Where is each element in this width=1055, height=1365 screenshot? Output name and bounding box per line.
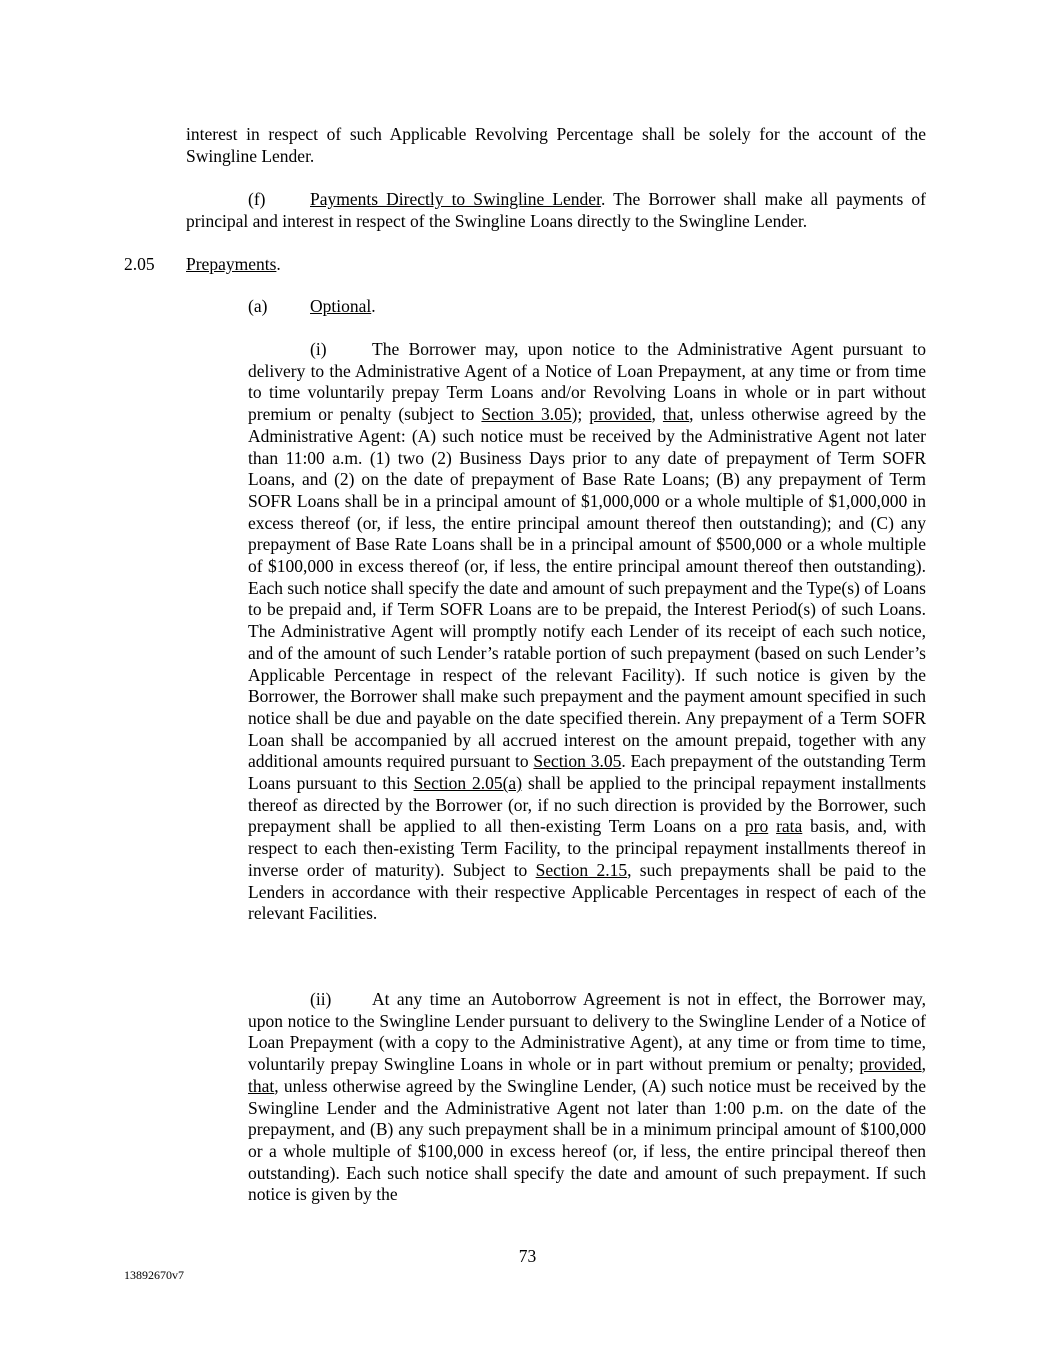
- paragraph-ii-label: (ii): [310, 989, 332, 1009]
- paragraph-i-label: (i): [310, 339, 327, 359]
- section-title-period: .: [276, 254, 281, 274]
- section-2-05-heading: [124, 254, 524, 276]
- section-2-05a-reference: Section 2.05(a): [413, 773, 523, 794]
- paragraph-ii: [248, 989, 926, 1206]
- paragraph-i: [248, 339, 926, 925]
- paragraph-ii-text-1: At any time an Autoborrow Agreement is not in effect, the Borrower may, upon notice to the Swingline Lender pursuant to delivery to the Swingline Lender of a Notice of Loan Prepayment (with a copy to the Administrative Agent), at any time or from time to time, voluntarily prepay Swingline Loans in whole or in part without premium or penalty;: [248, 989, 926, 1075]
- that-term: that: [662, 404, 690, 425]
- paragraph-a-heading: [248, 296, 648, 318]
- continued-paragraph: [186, 124, 926, 167]
- continued-paragraph-text: interest in respect of such Applicable Revolving Percentage shall be solely for the account of the Swingline Lender.: [186, 124, 926, 166]
- paragraph-ii-text-2: , unless otherwise agreed by the Swingline Lender, (A) such notice must be received by the Swingline Lender and the Administrative Agent not later than 1:00 p.m. on the date of the prepayment, and (B) any such prepayment shall be in a minimum principal amount of $100,000 or a whole multiple of $100,000 in excess hereof (or, if less, the entire principal thereof then outstanding). Each such notice shall specify the date and amount of such prepayment. If such notice is given by the: [248, 1075, 926, 1205]
- provided-term-2: provided: [859, 1054, 922, 1075]
- paragraph-f-label: (f): [248, 189, 266, 209]
- section-number: 2.05: [124, 254, 155, 274]
- section-3-05-reference: Section 3.05: [481, 404, 572, 425]
- document-id: 13892670v7: [124, 1268, 184, 1282]
- comma: ,: [651, 404, 663, 425]
- rata-term: rata: [776, 816, 803, 837]
- section-2-15-reference: Section 2.15: [535, 859, 628, 880]
- paragraph-i-text-6: basis, and, with respect to each then-existing Term Facility, to the principal repayment installments thereof in inverse order of maturity). Subject to: [248, 816, 926, 880]
- paragraph-a-period: .: [371, 296, 376, 316]
- paragraph-f-text: . The Borrower shall make all payments of principal and interest in respect of the Swingline Loans directly to the Swingline Lender.: [186, 189, 926, 231]
- section-title: Prepayments: [186, 254, 277, 274]
- paragraph-f: [186, 189, 926, 232]
- paragraph-i-text-3: , unless otherwise agreed by the Administrative Agent: (A) such notice must be received by the Administrative Agent not later than 11:00 a.m. (1) two (2) Business Days prior to any date of prepayment of Term SOFR Loans, and (2) on the date of prepayment of Base Rate Loans; (B) any prepayment of Term SOFR Loans shall be in a principal amount of $1,000,000 or a whole multiple of $1,000,000 in excess thereof (or, if less, the entire principal amount thereof then outstanding); and (C) any prepayment of Base Rate Loans shall be in a principal amount of $500,000 or a whole multiple of $100,000 in excess thereof (or, if less, the entire principal amount thereof then outstanding). Each such notice shall specify the date and amount of such prepayment and the Type(s) of Loans to be prepaid and, if Term SOFR Loans are to be prepaid, the Interest Period(s) of such Loans. The Administrative Agent will promptly notify each Lender of its receipt of each such notice, and of the amount of such Lender’s ratable portion of such prepayment (based on such Lender’s Applicable Percentage in respect of the relevant Facility). If such notice is given by the Borrower, the Borrower shall make such prepayment and the payment amount specified in such notice shall be due and payable on the date specified therein. Any prepayment of a Term SOFR Loan shall be accompanied by all accrued interest on the amount prepaid, together with any additional amounts required pursuant to: [248, 404, 926, 772]
- paragraph-i-text-1: The Borrower may, upon notice to the Administrative Agent pursuant to delivery to the Administrative Agent of a Notice of Loan Prepayment, at any time or from time to time voluntarily prepay Term Loans and/or Revolving Loans in whole or in part without premium or penalty (subject to: [248, 339, 926, 425]
- paragraph-i-text-5: shall be applied to the principal repayment installments thereof as directed by the Borrower (or, if no such direction is provided by the Borrower, such prepayment shall be applied to all then-existing Term Loans on a: [248, 773, 926, 837]
- paragraph-i-text-7: , such prepayments shall be paid to the Lenders in accordance with their respective Applicable Percentages in respect of each of the relevant Facilities.: [248, 859, 926, 924]
- paragraph-i-text-2: );: [571, 404, 590, 425]
- paragraph-i-text-4: . Each prepayment of the outstanding Term Loans pursuant to this: [248, 751, 926, 794]
- paragraph-f-heading: Payments Directly to Swingline Lender: [310, 189, 601, 209]
- provided-term: provided: [589, 404, 652, 425]
- paragraph-a-title: Optional: [310, 296, 372, 316]
- that-term-2: that: [248, 1075, 275, 1096]
- comma-2: ,: [921, 1054, 926, 1075]
- pro-term: pro: [744, 816, 769, 837]
- paragraph-a-label: (a): [248, 296, 268, 316]
- section-3-05-reference-2: Section 3.05: [533, 751, 622, 772]
- page-number: 73: [518, 1246, 537, 1266]
